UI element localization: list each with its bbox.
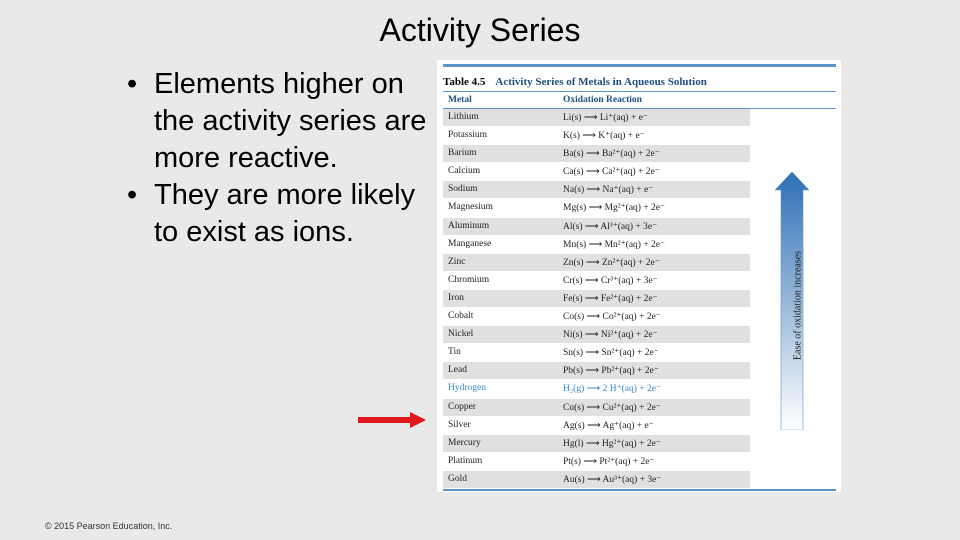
table-row [443, 344, 750, 362]
oxidation-reaction: Na(s) ⟶ Na⁺(aq) + e⁻ [563, 185, 654, 196]
oxidation-reaction: Au(s) ⟶ Au³⁺(aq) + 3e⁻ [563, 474, 662, 485]
oxidation-reaction: Fe(s) ⟶ Fe²⁺(aq) + 2e⁻ [563, 293, 658, 304]
oxidation-reaction: Pb(s) ⟶ Pb²⁺(aq) + 2e⁻ [563, 366, 659, 377]
bullet-item: • They are more likely to exist as ions. [125, 177, 445, 251]
table-row [443, 417, 750, 435]
metal-name: Platinum [448, 455, 483, 466]
table-caption [443, 76, 707, 88]
metal-name: Hydrogen [448, 383, 486, 394]
table-row [443, 199, 750, 217]
oxidation-reaction: Zn(s) ⟶ Zn²⁺(aq) + 2e⁻ [563, 257, 660, 268]
table-number: Table 4.5 [443, 76, 486, 88]
oxidation-reaction: Al(s) ⟶ Al³⁺(aq) + 3e⁻ [563, 221, 658, 232]
column-header-metal: Metal [448, 95, 472, 105]
metal-name: Chromium [448, 274, 490, 285]
table-row [443, 181, 750, 199]
metal-name: Potassium [448, 130, 488, 141]
oxidation-reaction: K(s) ⟶ K⁺(aq) + e⁻ [563, 131, 645, 142]
metal-name: Barium [448, 148, 477, 159]
metal-name: Copper [448, 401, 476, 412]
table-row [443, 127, 750, 145]
table-row [443, 236, 750, 254]
oxidation-reaction: Hg(l) ⟶ Hg²⁺(aq) + 2e⁻ [563, 438, 661, 449]
oxidation-reaction: H₂(g) ⟶ 2 H⁺(aq) + 2e⁻ [563, 384, 662, 395]
table-figure [437, 60, 841, 492]
metal-name: Iron [448, 292, 464, 303]
oxidation-reaction: Co(s) ⟶ Co²⁺(aq) + 2e⁻ [563, 312, 661, 323]
table-row [443, 380, 750, 398]
metal-name: Cobalt [448, 311, 474, 322]
bottom-rule [443, 489, 836, 491]
metal-name: Tin [448, 347, 461, 358]
oxidation-reaction: Mn(s) ⟶ Mn²⁺(aq) + 2e⁻ [563, 239, 666, 250]
oxidation-reaction: Ca(s) ⟶ Ca²⁺(aq) + 2e⁻ [563, 167, 660, 178]
table-row [443, 435, 750, 453]
metal-name: Magnesium [448, 202, 493, 213]
top-rule [443, 64, 836, 67]
oxidation-reaction: Ba(s) ⟶ Ba²⁺(aq) + 2e⁻ [563, 149, 660, 160]
oxidation-reaction: Cu(s) ⟶ Cu²⁺(aq) + 2e⁻ [563, 402, 661, 413]
table-row [443, 362, 750, 380]
oxidation-axis-label: Ease of oxidation increases [792, 250, 804, 361]
table-row [443, 218, 750, 236]
copyright-footer: © 2015 Pearson Education, Inc. [45, 521, 173, 531]
metal-name: Lithium [448, 112, 479, 122]
metal-name: Gold [448, 473, 467, 484]
metal-name: Aluminum [448, 220, 490, 231]
column-header-reaction: Oxidation Reaction [563, 95, 642, 105]
red-pointer-arrow-icon [358, 411, 428, 431]
metal-name: Mercury [448, 437, 481, 448]
table-row [443, 272, 750, 290]
metal-name: Lead [448, 365, 467, 376]
table-row [443, 399, 750, 417]
slide-title: Activity Series [379, 12, 581, 48]
bullet-list [125, 66, 445, 251]
oxidation-reaction: Ni(s) ⟶ Ni²⁺(aq) + 2e⁻ [563, 330, 658, 341]
table-title: Activity Series of Metals in Aqueous Solution [495, 76, 707, 88]
metal-name: Calcium [448, 166, 481, 177]
table-row [443, 471, 750, 489]
table-row [443, 453, 750, 471]
table-row [443, 109, 750, 127]
oxidation-reaction: Cr(s) ⟶ Cr³⁺(aq) + 3e⁻ [563, 275, 658, 286]
metal-name: Sodium [448, 184, 478, 195]
header-rule [443, 91, 836, 92]
table-row [443, 163, 750, 181]
table-row [443, 254, 750, 272]
metal-name: Manganese [448, 238, 492, 249]
oxidation-reaction: Sn(s) ⟶ Sn²⁺(aq) + 2e⁻ [563, 348, 659, 359]
table-row [443, 145, 750, 163]
bullet-item: • Elements higher on the activity series are more reactive. [125, 66, 445, 177]
metal-name: Silver [448, 419, 471, 430]
table-body [443, 109, 750, 489]
oxidation-reaction: Ag(s) ⟶ Ag⁺(aq) + e⁻ [563, 420, 654, 431]
table-row [443, 326, 750, 344]
oxidation-reaction: Pt(s) ⟶ Pt²⁺(aq) + 2e⁻ [563, 456, 655, 467]
table-row [443, 290, 750, 308]
metal-name: Nickel [448, 329, 474, 340]
oxidation-reaction: Li(s) ⟶ Li⁺(aq) + e⁻ [563, 113, 648, 123]
table-row [443, 308, 750, 326]
metal-name: Zinc [448, 256, 466, 267]
oxidation-reaction: Mg(s) ⟶ Mg²⁺(aq) + 2e⁻ [563, 203, 666, 214]
column-headers [443, 95, 836, 108]
